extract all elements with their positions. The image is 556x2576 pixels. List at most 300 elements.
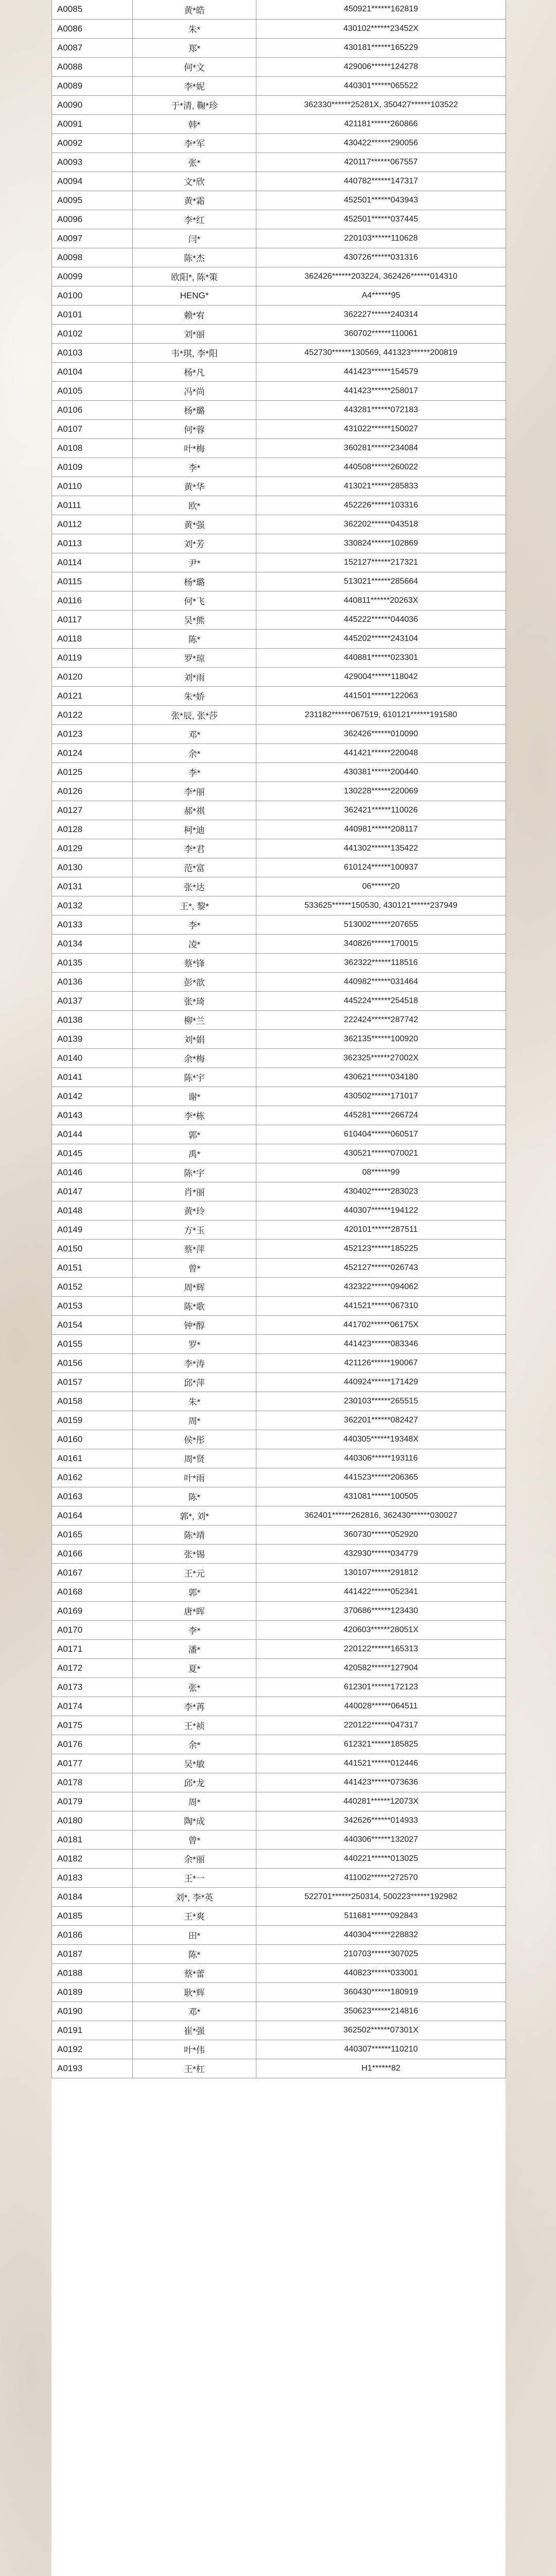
id-number-cell: 420117******067557 bbox=[256, 152, 506, 172]
record-id-cell: A0102 bbox=[52, 324, 133, 343]
table-row bbox=[52, 515, 506, 534]
holder-name-cell: 凌* bbox=[133, 934, 256, 953]
holder-name-cell: 叶*梅 bbox=[133, 438, 256, 457]
record-id-cell: A0123 bbox=[52, 724, 133, 743]
table-row bbox=[52, 1849, 506, 1868]
holder-name-cell: 柯*迪 bbox=[133, 820, 256, 839]
holder-name-cell: 周*辉 bbox=[133, 1277, 256, 1296]
id-number-cell: 440304******228832 bbox=[256, 1925, 506, 1944]
table-row bbox=[52, 496, 506, 515]
holder-name-cell: 王*一 bbox=[133, 1868, 256, 1887]
holder-name-cell: 肖*丽 bbox=[133, 1182, 256, 1201]
table-row bbox=[52, 972, 506, 991]
holder-name-cell: 郭*, 刘* bbox=[133, 1506, 256, 1525]
record-id-cell: A0155 bbox=[52, 1334, 133, 1353]
table-row bbox=[52, 648, 506, 667]
record-id-cell: A0177 bbox=[52, 1754, 133, 1773]
holder-name-cell: 于*清, 鞠*珍 bbox=[133, 95, 256, 114]
record-id-cell: A0138 bbox=[52, 1010, 133, 1029]
record-id-cell: A0188 bbox=[52, 1963, 133, 1982]
holder-name-cell: 刘*芳 bbox=[133, 534, 256, 553]
table-row bbox=[52, 877, 506, 896]
holder-name-cell: 韦*琪, 李*阳 bbox=[133, 343, 256, 362]
holder-name-cell: 黄*皓 bbox=[133, 0, 256, 19]
id-number-cell: 340826******170015 bbox=[256, 934, 506, 953]
record-id-cell: A0085 bbox=[52, 0, 133, 19]
table-row bbox=[52, 1163, 506, 1182]
id-number-cell: 441422******052341 bbox=[256, 1582, 506, 1601]
table-row bbox=[52, 762, 506, 782]
id-number-cell: 430621******034180 bbox=[256, 1067, 506, 1087]
holder-name-cell: 闫* bbox=[133, 229, 256, 248]
table-row bbox=[52, 114, 506, 133]
table-row bbox=[52, 0, 506, 19]
table-row bbox=[52, 1944, 506, 1963]
record-id-cell: A0106 bbox=[52, 400, 133, 419]
id-number-cell: 440823******033001 bbox=[256, 1963, 506, 1982]
id-number-cell: 440301******065522 bbox=[256, 76, 506, 95]
id-number-cell: 430381******200440 bbox=[256, 762, 506, 782]
record-id-cell: A0128 bbox=[52, 820, 133, 839]
holder-name-cell: 李*君 bbox=[133, 839, 256, 858]
table-row bbox=[52, 1906, 506, 1925]
table-row bbox=[52, 1468, 506, 1487]
record-id-cell: A0179 bbox=[52, 1792, 133, 1811]
id-number-cell: 452501******037445 bbox=[256, 210, 506, 229]
holder-name-cell: 张*锡 bbox=[133, 1544, 256, 1563]
id-number-cell: 421126******190067 bbox=[256, 1353, 506, 1372]
holder-name-cell: 叶*雨 bbox=[133, 1468, 256, 1487]
table-row bbox=[52, 2021, 506, 2040]
record-id-cell: A0108 bbox=[52, 438, 133, 457]
id-number-cell: 432322******094062 bbox=[256, 1277, 506, 1296]
holder-name-cell: 李* bbox=[133, 457, 256, 477]
id-number-cell: 420603******28051X bbox=[256, 1620, 506, 1639]
holder-name-cell: 欧阳*, 陈*策 bbox=[133, 267, 256, 286]
holder-name-cell: 冯*尚 bbox=[133, 381, 256, 400]
holder-name-cell: 潘* bbox=[133, 1639, 256, 1658]
id-number-cell: 452123******185225 bbox=[256, 1239, 506, 1258]
id-number-cell: 362135******100920 bbox=[256, 1029, 506, 1048]
records-table-body bbox=[52, 0, 506, 2078]
record-id-cell: A0170 bbox=[52, 1620, 133, 1639]
record-id-cell: A0189 bbox=[52, 1982, 133, 2002]
record-id-cell: A0130 bbox=[52, 858, 133, 877]
table-row bbox=[52, 839, 506, 858]
table-row bbox=[52, 1754, 506, 1773]
holder-name-cell: 王*杠 bbox=[133, 2059, 256, 2078]
id-number-cell: 440508******260022 bbox=[256, 457, 506, 477]
id-number-cell: 342626******014933 bbox=[256, 1811, 506, 1830]
id-number-cell: 441702******06175X bbox=[256, 1315, 506, 1334]
record-id-cell: A0174 bbox=[52, 1697, 133, 1716]
holder-name-cell: 刘*雨 bbox=[133, 667, 256, 686]
table-row bbox=[52, 210, 506, 229]
holder-name-cell: 韩* bbox=[133, 114, 256, 133]
id-number-cell: 440782******147317 bbox=[256, 172, 506, 191]
record-id-cell: A0150 bbox=[52, 1239, 133, 1258]
id-number-cell: 431081******100505 bbox=[256, 1487, 506, 1506]
holder-name-cell: 郝*祺 bbox=[133, 801, 256, 820]
id-number-cell: 445224******254518 bbox=[256, 991, 506, 1010]
id-number-cell: 445202******243104 bbox=[256, 629, 506, 648]
record-id-cell: A0111 bbox=[52, 496, 133, 515]
holder-name-cell: 陈*歌 bbox=[133, 1296, 256, 1315]
table-row bbox=[52, 1677, 506, 1697]
id-number-cell: 533625******150530, 430121******237949 bbox=[256, 896, 506, 915]
id-number-cell: 612321******185825 bbox=[256, 1735, 506, 1754]
holder-name-cell: 吴*熊 bbox=[133, 610, 256, 629]
id-number-cell: 411002******272570 bbox=[256, 1868, 506, 1887]
record-id-cell: A0154 bbox=[52, 1315, 133, 1334]
holder-name-cell: 张*达 bbox=[133, 877, 256, 896]
table-row bbox=[52, 400, 506, 419]
id-number-cell: 440028******064511 bbox=[256, 1697, 506, 1716]
id-number-cell: 421181******260866 bbox=[256, 114, 506, 133]
record-id-cell: A0176 bbox=[52, 1735, 133, 1754]
table-row bbox=[52, 1830, 506, 1849]
table-row bbox=[52, 305, 506, 324]
id-number-cell: 360430******180919 bbox=[256, 1982, 506, 2002]
id-number-cell: 441302******135422 bbox=[256, 839, 506, 858]
record-id-cell: A0104 bbox=[52, 362, 133, 381]
holder-name-cell: 李*涛 bbox=[133, 1353, 256, 1372]
record-id-cell: A0117 bbox=[52, 610, 133, 629]
record-id-cell: A0127 bbox=[52, 801, 133, 820]
document-page bbox=[51, 0, 506, 2576]
id-number-cell: 513002******207655 bbox=[256, 915, 506, 934]
table-row bbox=[52, 1029, 506, 1048]
table-row bbox=[52, 1887, 506, 1906]
holder-name-cell: 何*文 bbox=[133, 57, 256, 76]
record-id-cell: A0149 bbox=[52, 1220, 133, 1239]
id-number-cell: 429006******124278 bbox=[256, 57, 506, 76]
id-number-cell: 360281******234084 bbox=[256, 438, 506, 457]
record-id-cell: A0103 bbox=[52, 343, 133, 362]
table-row bbox=[52, 1201, 506, 1220]
id-number-cell: 445222******044036 bbox=[256, 610, 506, 629]
id-number-cell: 220122******165313 bbox=[256, 1639, 506, 1658]
holder-name-cell: 何*飞 bbox=[133, 591, 256, 610]
record-id-cell: A0182 bbox=[52, 1849, 133, 1868]
table-row bbox=[52, 57, 506, 76]
id-number-cell: 222424******287742 bbox=[256, 1010, 506, 1029]
holder-name-cell: 陈*宇 bbox=[133, 1067, 256, 1087]
holder-name-cell: 钟*醇 bbox=[133, 1315, 256, 1334]
record-id-cell: A0089 bbox=[52, 76, 133, 95]
record-id-cell: A0114 bbox=[52, 553, 133, 572]
table-row bbox=[52, 2002, 506, 2021]
id-number-cell: 441521******012446 bbox=[256, 1754, 506, 1773]
record-id-cell: A0126 bbox=[52, 782, 133, 801]
id-number-cell: 440982******031464 bbox=[256, 972, 506, 991]
record-id-cell: A0086 bbox=[52, 19, 133, 38]
table-row bbox=[52, 1392, 506, 1411]
holder-name-cell: 刘*丽 bbox=[133, 324, 256, 343]
id-number-cell: 440306******132027 bbox=[256, 1830, 506, 1849]
record-id-cell: A0157 bbox=[52, 1372, 133, 1392]
table-row bbox=[52, 2040, 506, 2059]
id-number-cell: 430402******283023 bbox=[256, 1182, 506, 1201]
id-number-cell: 362426******010090 bbox=[256, 724, 506, 743]
table-row bbox=[52, 362, 506, 381]
holder-name-cell: 何*蓉 bbox=[133, 419, 256, 438]
id-number-cell: 231182******067519, 610121******191580 bbox=[256, 705, 506, 724]
record-id-cell: A0119 bbox=[52, 648, 133, 667]
holder-name-cell: 罗*琼 bbox=[133, 648, 256, 667]
table-row bbox=[52, 1220, 506, 1239]
holder-name-cell: 余* bbox=[133, 743, 256, 762]
table-row bbox=[52, 1430, 506, 1449]
record-id-cell: A0168 bbox=[52, 1582, 133, 1601]
table-row bbox=[52, 1735, 506, 1754]
id-number-cell: 440881******023301 bbox=[256, 648, 506, 667]
id-number-cell: 443281******072183 bbox=[256, 400, 506, 419]
id-number-cell: 430102******23452X bbox=[256, 19, 506, 38]
holder-name-cell: 陈* bbox=[133, 1487, 256, 1506]
record-id-cell: A0191 bbox=[52, 2021, 133, 2040]
record-id-cell: A0120 bbox=[52, 667, 133, 686]
holder-name-cell: 杨*璐 bbox=[133, 572, 256, 591]
record-id-cell: A0181 bbox=[52, 1830, 133, 1849]
id-number-cell: 440306******193116 bbox=[256, 1449, 506, 1468]
record-id-cell: A0162 bbox=[52, 1468, 133, 1487]
table-row bbox=[52, 1106, 506, 1125]
table-row bbox=[52, 1010, 506, 1029]
id-number-cell: 452501******043943 bbox=[256, 191, 506, 210]
table-row bbox=[52, 438, 506, 457]
record-id-cell: A0091 bbox=[52, 114, 133, 133]
table-row bbox=[52, 953, 506, 972]
record-id-cell: A0193 bbox=[52, 2059, 133, 2078]
record-id-cell: A0171 bbox=[52, 1639, 133, 1658]
record-id-cell: A0159 bbox=[52, 1411, 133, 1430]
holder-name-cell: 余* bbox=[133, 1735, 256, 1754]
record-id-cell: A0133 bbox=[52, 915, 133, 934]
record-id-cell: A0116 bbox=[52, 591, 133, 610]
id-number-cell: 362502******07301X bbox=[256, 2021, 506, 2040]
table-row bbox=[52, 1258, 506, 1277]
record-id-cell: A0137 bbox=[52, 991, 133, 1010]
table-row bbox=[52, 724, 506, 743]
table-row bbox=[52, 1582, 506, 1601]
id-number-cell: 440924******171429 bbox=[256, 1372, 506, 1392]
holder-name-cell: 耿*辉 bbox=[133, 1982, 256, 2002]
record-id-cell: A0090 bbox=[52, 95, 133, 114]
table-row bbox=[52, 1372, 506, 1392]
table-row bbox=[52, 801, 506, 820]
id-number-cell: 230103******265515 bbox=[256, 1392, 506, 1411]
id-number-cell: 440981******208117 bbox=[256, 820, 506, 839]
id-number-cell: 522701******250314, 500223******192982 bbox=[256, 1887, 506, 1906]
table-row bbox=[52, 591, 506, 610]
id-number-cell: 152127******217321 bbox=[256, 553, 506, 572]
holder-name-cell: 余*梅 bbox=[133, 1048, 256, 1067]
holder-name-cell: 刘*, 李*英 bbox=[133, 1887, 256, 1906]
holder-name-cell: 李*红 bbox=[133, 210, 256, 229]
record-id-cell: A0163 bbox=[52, 1487, 133, 1506]
records-table bbox=[51, 0, 506, 2078]
holder-name-cell: 李*栋 bbox=[133, 1106, 256, 1125]
table-row bbox=[52, 896, 506, 915]
table-row bbox=[52, 1773, 506, 1792]
record-id-cell: A0092 bbox=[52, 133, 133, 152]
record-id-cell: A0093 bbox=[52, 152, 133, 172]
holder-name-cell: 曾* bbox=[133, 1258, 256, 1277]
id-number-cell: 330824******102869 bbox=[256, 534, 506, 553]
record-id-cell: A0112 bbox=[52, 515, 133, 534]
table-row bbox=[52, 1182, 506, 1201]
id-number-cell: 220103******110628 bbox=[256, 229, 506, 248]
id-number-cell: 440307******194122 bbox=[256, 1201, 506, 1220]
holder-name-cell: 范*富 bbox=[133, 858, 256, 877]
table-row bbox=[52, 686, 506, 705]
holder-name-cell: 赖*宥 bbox=[133, 305, 256, 324]
record-id-cell: A0107 bbox=[52, 419, 133, 438]
table-row bbox=[52, 858, 506, 877]
holder-name-cell: 陈*靖 bbox=[133, 1525, 256, 1544]
holder-name-cell: 周*贤 bbox=[133, 1449, 256, 1468]
table-row bbox=[52, 1353, 506, 1372]
record-id-cell: A0095 bbox=[52, 191, 133, 210]
holder-name-cell: 李* bbox=[133, 915, 256, 934]
record-id-cell: A0185 bbox=[52, 1906, 133, 1925]
id-number-cell: 362322******118516 bbox=[256, 953, 506, 972]
table-row bbox=[52, 477, 506, 496]
holder-name-cell: 谢* bbox=[133, 1087, 256, 1106]
record-id-cell: A0113 bbox=[52, 534, 133, 553]
holder-name-cell: 陶*成 bbox=[133, 1811, 256, 1830]
holder-name-cell: 黄*华 bbox=[133, 477, 256, 496]
table-row bbox=[52, 324, 506, 343]
record-id-cell: A0190 bbox=[52, 2002, 133, 2021]
holder-name-cell: 朱* bbox=[133, 1392, 256, 1411]
table-row bbox=[52, 1411, 506, 1430]
id-number-cell: H1******82 bbox=[256, 2059, 506, 2078]
id-number-cell: 440281******12073X bbox=[256, 1792, 506, 1811]
table-row bbox=[52, 1639, 506, 1658]
record-id-cell: A0166 bbox=[52, 1544, 133, 1563]
record-id-cell: A0146 bbox=[52, 1163, 133, 1182]
id-number-cell: 362227******240314 bbox=[256, 305, 506, 324]
holder-name-cell: 尹* bbox=[133, 553, 256, 572]
table-row bbox=[52, 267, 506, 286]
id-number-cell: 441423******258017 bbox=[256, 381, 506, 400]
holder-name-cell: 黄*强 bbox=[133, 515, 256, 534]
table-row bbox=[52, 610, 506, 629]
holder-name-cell: 彭*歆 bbox=[133, 972, 256, 991]
table-row bbox=[52, 1144, 506, 1163]
holder-name-cell: 蔡*萍 bbox=[133, 1239, 256, 1258]
holder-name-cell: 李* bbox=[133, 762, 256, 782]
record-id-cell: A0125 bbox=[52, 762, 133, 782]
holder-name-cell: 周* bbox=[133, 1411, 256, 1430]
id-number-cell: 362325******27002X bbox=[256, 1048, 506, 1067]
table-row bbox=[52, 19, 506, 38]
record-id-cell: A0144 bbox=[52, 1125, 133, 1144]
record-id-cell: A0100 bbox=[52, 286, 133, 305]
table-row bbox=[52, 743, 506, 762]
record-id-cell: A0142 bbox=[52, 1087, 133, 1106]
table-row bbox=[52, 1506, 506, 1525]
holder-name-cell: 郭* bbox=[133, 1125, 256, 1144]
holder-name-cell: 柳*兰 bbox=[133, 1010, 256, 1029]
id-number-cell: 430521******070021 bbox=[256, 1144, 506, 1163]
record-id-cell: A0118 bbox=[52, 629, 133, 648]
table-row bbox=[52, 1868, 506, 1887]
record-id-cell: A0183 bbox=[52, 1868, 133, 1887]
record-id-cell: A0140 bbox=[52, 1048, 133, 1067]
id-number-cell: 362330******25281X, 350427******103522 bbox=[256, 95, 506, 114]
holder-name-cell: 李*军 bbox=[133, 133, 256, 152]
table-row bbox=[52, 991, 506, 1010]
id-number-cell: 610404******060517 bbox=[256, 1125, 506, 1144]
table-row bbox=[52, 1334, 506, 1353]
id-number-cell: 430502******171017 bbox=[256, 1087, 506, 1106]
table-row bbox=[52, 782, 506, 801]
id-number-cell: 430422******290056 bbox=[256, 133, 506, 152]
id-number-cell: 445281******266724 bbox=[256, 1106, 506, 1125]
table-row bbox=[52, 95, 506, 114]
holder-name-cell: 王*祯 bbox=[133, 1716, 256, 1735]
id-number-cell: 432930******034779 bbox=[256, 1544, 506, 1563]
table-row bbox=[52, 1716, 506, 1735]
id-number-cell: 362202******043518 bbox=[256, 515, 506, 534]
table-row bbox=[52, 572, 506, 591]
record-id-cell: A0158 bbox=[52, 1392, 133, 1411]
holder-name-cell: 张*辰, 张*莎 bbox=[133, 705, 256, 724]
table-row bbox=[52, 1601, 506, 1620]
record-id-cell: A0134 bbox=[52, 934, 133, 953]
table-row bbox=[52, 1811, 506, 1830]
holder-name-cell: 唐*晖 bbox=[133, 1601, 256, 1620]
record-id-cell: A0087 bbox=[52, 38, 133, 57]
record-id-cell: A0178 bbox=[52, 1773, 133, 1792]
record-id-cell: A0186 bbox=[52, 1925, 133, 1944]
holder-name-cell: 张*琦 bbox=[133, 991, 256, 1010]
record-id-cell: A0164 bbox=[52, 1506, 133, 1525]
table-row bbox=[52, 457, 506, 477]
record-id-cell: A0121 bbox=[52, 686, 133, 705]
table-row bbox=[52, 1315, 506, 1334]
id-number-cell: 362201******082427 bbox=[256, 1411, 506, 1430]
holder-name-cell: 吴*敏 bbox=[133, 1754, 256, 1773]
table-row bbox=[52, 629, 506, 648]
table-row bbox=[52, 1067, 506, 1087]
holder-name-cell: 陈*杰 bbox=[133, 248, 256, 267]
holder-name-cell: 李*丽 bbox=[133, 782, 256, 801]
table-row bbox=[52, 286, 506, 305]
table-row bbox=[52, 229, 506, 248]
id-number-cell: 362421******110026 bbox=[256, 801, 506, 820]
holder-name-cell: 文*欣 bbox=[133, 172, 256, 191]
id-number-cell: 450921******162819 bbox=[256, 0, 506, 19]
holder-name-cell: 杨*凡 bbox=[133, 362, 256, 381]
record-id-cell: A0135 bbox=[52, 953, 133, 972]
id-number-cell: 130228******220069 bbox=[256, 782, 506, 801]
record-id-cell: A0187 bbox=[52, 1944, 133, 1963]
record-id-cell: A0192 bbox=[52, 2040, 133, 2059]
table-row bbox=[52, 1239, 506, 1258]
holder-name-cell: 郭* bbox=[133, 1582, 256, 1601]
table-row bbox=[52, 1048, 506, 1067]
holder-name-cell: 曾* bbox=[133, 1830, 256, 1849]
record-id-cell: A0173 bbox=[52, 1677, 133, 1697]
table-row bbox=[52, 419, 506, 438]
id-number-cell: 210703******307025 bbox=[256, 1944, 506, 1963]
holder-name-cell: 夏* bbox=[133, 1658, 256, 1677]
id-number-cell: 431022******150027 bbox=[256, 419, 506, 438]
